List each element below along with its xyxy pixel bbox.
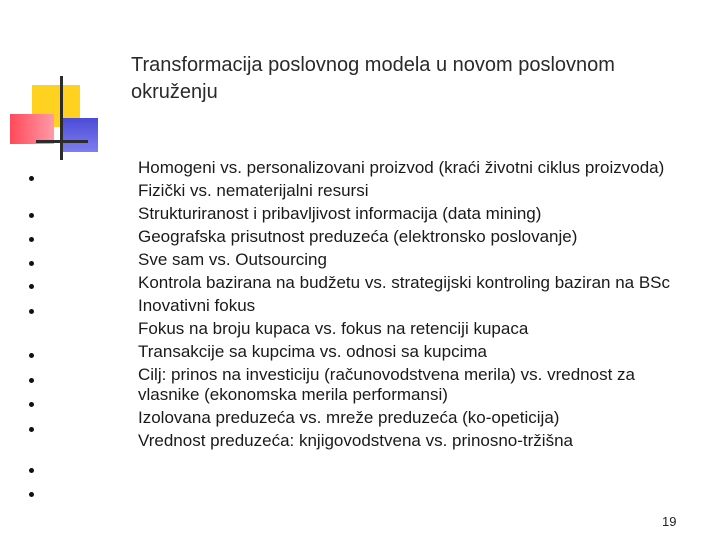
- list-item: Sve sam vs. Outsourcing: [138, 250, 327, 269]
- list-item: Izolovana preduzeća vs. mreže preduzeća (ko-opeticija): [138, 407, 560, 427]
- bullet-icon: [29, 284, 34, 289]
- bullet-icon: [29, 353, 34, 358]
- list-item: Vrednost preduzeća: knjigovodstvena vs. prinosno-tržišna: [138, 430, 573, 450]
- bullet-icon: [29, 402, 34, 407]
- page-number: 19: [662, 514, 677, 529]
- bullet-icon: [29, 213, 34, 218]
- list-item: Fizički vs. nematerijalni resursi: [138, 181, 369, 200]
- list-item: Transakcije sa kupcima vs. odnosi sa kupcima: [138, 342, 487, 361]
- bullet-icon: [29, 261, 34, 266]
- bullet-icon: [29, 427, 34, 432]
- bullet-list: [138, 158, 678, 454]
- bullet-icon: [29, 492, 34, 497]
- bullet-icon: [29, 378, 34, 383]
- slide-title: Transformacija poslovnog modela u novom poslovnom okruženju: [131, 54, 615, 103]
- list-item: Cilj: prinos na investiciju (računovodstvena merila) vs. vrednost za vlasnike (ekonomska merila performansi): [138, 365, 635, 404]
- list-item: Homogeni vs. personalizovani proizvod (kraći životni ciklus proizvoda): [138, 158, 665, 177]
- bullet-icon: [29, 309, 34, 314]
- list-item: Inovativni fokus: [138, 296, 256, 315]
- list-item: Kontrola bazirana na budžetu vs. strategijski kontroling baziran na BSc: [138, 273, 671, 292]
- bullet-icon: [29, 176, 34, 181]
- bullet-icon: [29, 237, 34, 242]
- bullet-icon: [29, 468, 34, 473]
- list-item: Geografska prisutnost preduzeća (elektronsko poslovanje): [138, 227, 578, 246]
- list-item: Strukturiranost i pribavljivost informacija (data mining): [138, 204, 542, 223]
- list-item: Fokus na broju kupaca vs. fokus na retenciji kupaca: [138, 319, 529, 338]
